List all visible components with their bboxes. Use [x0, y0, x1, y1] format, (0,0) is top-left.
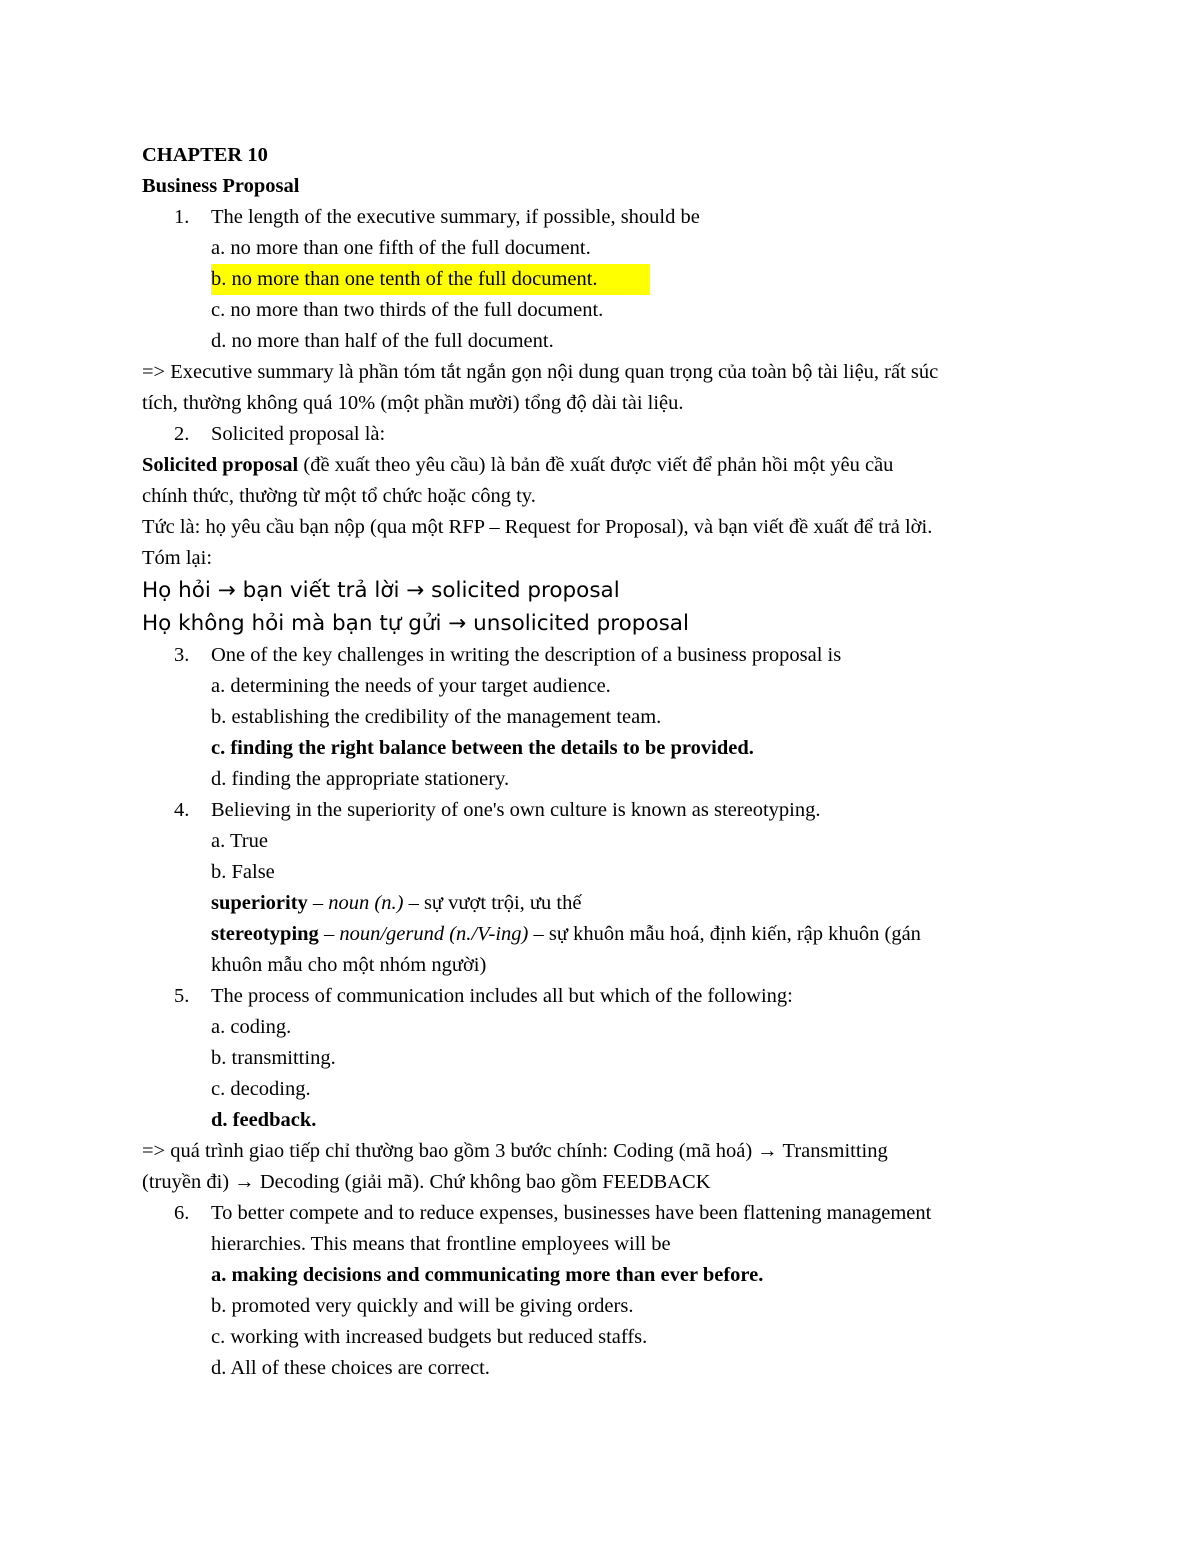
question-text: Solicited proposal là: [211, 423, 386, 445]
summary-unsolicited: Họ không hỏi mà bạn tự gửi → unsolicited proposal [142, 611, 689, 636]
option-3c-answer: c. finding the right balance between the details to be provided. [211, 737, 754, 759]
meaning-line: Tức là: họ yêu cầu bạn nộp (qua một RFP – Request for Proposal), và bạn viết đề xuất để trả lời. [142, 516, 933, 538]
vocab-pos: noun/gerund (n./V-ing) [339, 923, 529, 945]
vocab-word: stereotyping [211, 923, 319, 945]
option-5c: c. decoding. [211, 1078, 311, 1100]
question-number: 3. [174, 644, 190, 666]
question-text: To better compete and to reduce expenses, businesses have been flattening management [211, 1202, 932, 1224]
question-number: 2. [174, 423, 190, 445]
option-1c: c. no more than two thirds of the full document. [211, 299, 604, 321]
highlight: b. no more than one tenth of the full document. [211, 264, 650, 295]
section-title: Business Proposal [142, 175, 300, 197]
question-4 [142, 795, 1072, 826]
option-5d-answer: d. feedback. [211, 1109, 317, 1131]
option-6b: b. promoted very quickly and will be giving orders. [211, 1295, 634, 1317]
vocab-superiority [142, 888, 1072, 919]
vocab-stereotyping-cont: khuôn mẫu cho một nhóm người) [211, 954, 487, 976]
option-3b: b. establishing the credibility of the management team. [211, 706, 662, 728]
question-text: The length of the executive summary, if possible, should be [211, 206, 700, 228]
option-1b-highlighted [142, 264, 1072, 295]
vocab-sep: – [318, 923, 340, 945]
option-1a: a. no more than one fifth of the full document. [211, 237, 591, 259]
document-content [142, 140, 1072, 1384]
question-number: 1. [174, 206, 190, 228]
option-5a: a. coding. [211, 1016, 292, 1038]
option-4b: b. False [211, 861, 275, 883]
question-text: The process of communication includes all but which of the following: [211, 985, 793, 1007]
question-5 [142, 981, 1072, 1012]
note-1-line1: => Executive summary là phần tóm tắt ngắn gọn nội dung quan trọng của toàn bộ tài liệu, rất súc [142, 361, 939, 383]
note-5-line2: (truyền đi) → Decoding (giải mã). Chứ không bao gồm FEEDBACK [142, 1171, 711, 1193]
definition-line2: chính thức, thường từ một tổ chức hoặc công ty. [142, 485, 536, 507]
question-3 [142, 640, 1072, 671]
question-number: 5. [174, 985, 190, 1007]
definition-text: (đề xuất theo yêu cầu) là bản đề xuất được viết để phản hồi một yêu cầu [298, 454, 894, 476]
question-number: 6. [174, 1202, 190, 1224]
summary-label: Tóm lại: [142, 547, 213, 569]
definition-line1 [142, 450, 1072, 481]
question-text: One of the key challenges in writing the description of a business proposal is [211, 644, 842, 666]
vocab-pos: noun (n.) [328, 892, 404, 914]
option-6c: c. working with increased budgets but reduced staffs. [211, 1326, 648, 1348]
question-1 [142, 202, 1072, 233]
option-4a: a. True [211, 830, 268, 852]
question-6-cont: hierarchies. This means that frontline employees will be [211, 1233, 671, 1255]
option-6d: d. All of these choices are correct. [211, 1357, 490, 1379]
question-6 [142, 1198, 1072, 1229]
option-3a: a. determining the needs of your target audience. [211, 675, 611, 697]
note-5-line1: => quá trình giao tiếp chỉ thường bao gồm 3 bước chính: Coding (mã hoá) → Transmitting [142, 1140, 888, 1162]
option-1d: d. no more than half of the full document. [211, 330, 554, 352]
chapter-title: CHAPTER 10 [142, 144, 268, 166]
note-1-line2: tích, thường không quá 10% (một phần mười) tổng độ dài tài liệu. [142, 392, 684, 414]
vocab-stereotyping [142, 919, 1072, 950]
vocab-def: – sự vượt trội, ưu thế [403, 892, 582, 914]
question-number: 4. [174, 799, 190, 821]
vocab-word: superiority [211, 892, 308, 914]
question-text: Believing in the superiority of one's own culture is known as stereotyping. [211, 799, 821, 821]
summary-solicited: Họ hỏi → bạn viết trả lời → solicited proposal [142, 578, 620, 603]
term: Solicited proposal [142, 454, 299, 476]
option-3d: d. finding the appropriate stationery. [211, 768, 510, 790]
vocab-sep: – [307, 892, 329, 914]
option-6a-answer: a. making decisions and communicating more than ever before. [211, 1264, 764, 1286]
question-2 [142, 419, 1072, 450]
vocab-def: – sự khuôn mẫu hoá, định kiến, rập khuôn (gán [528, 923, 921, 945]
option-5b: b. transmitting. [211, 1047, 336, 1069]
